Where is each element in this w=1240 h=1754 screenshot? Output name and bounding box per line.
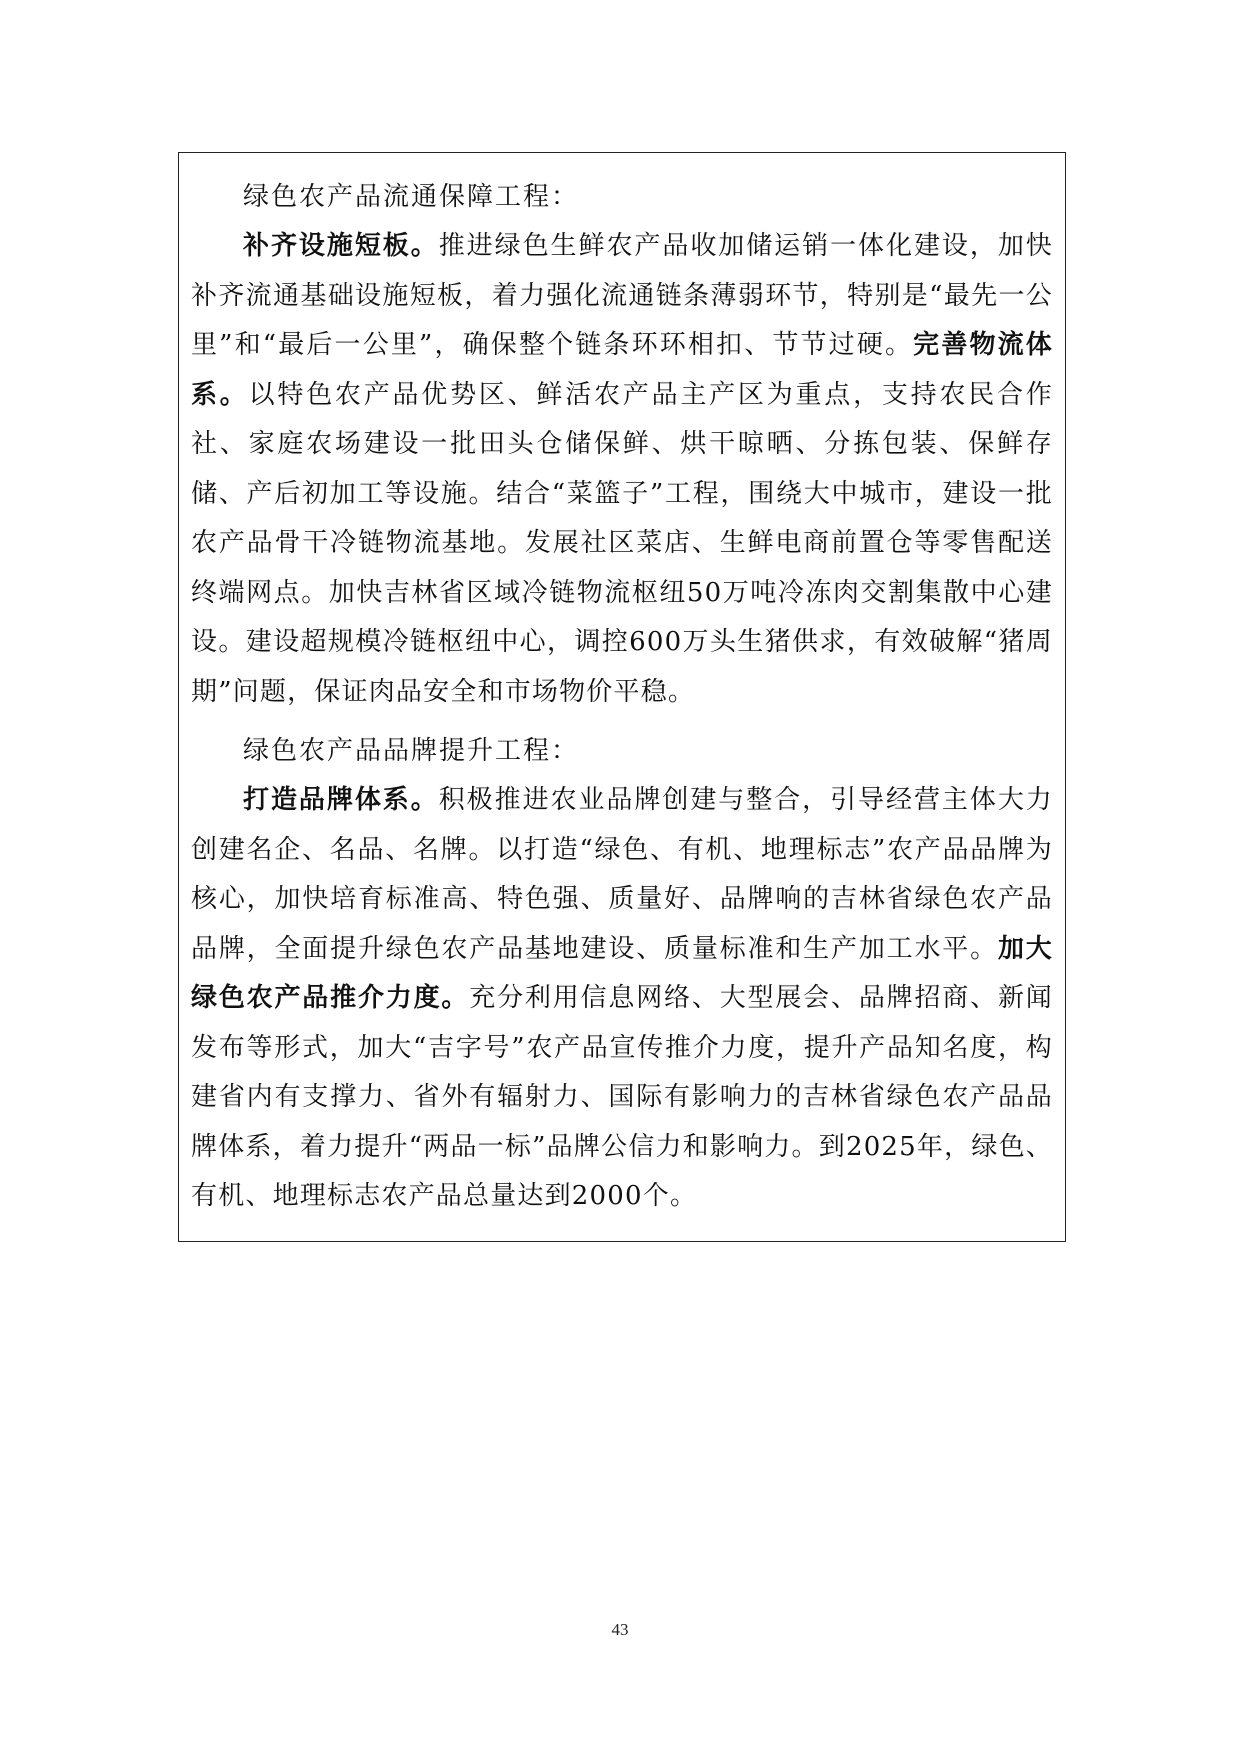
- body-text-promotion: 充分利用信息网络、大型展会、品牌招商、新闻发布等形式，加大“吉字号”农产品宣传推介力度，提升产品知名度，构建省内有支撑力、省外有辐射力、国际有影响力的吉林省绿色农产品品牌体系，着力提升“两品一标”品牌公信力和影响力。到2025年，绿色、有机、地理标志农产品总量达到2000个。: [191, 983, 1053, 1211]
- page-number: 43: [611, 1620, 629, 1639]
- framed-text-box: [178, 152, 1066, 1242]
- section-paragraph-brand: [191, 776, 1053, 1222]
- subhead-brand-system: 打造品牌体系。: [243, 785, 439, 815]
- body-text-brand-system: 积极推进农业品牌创建与整合，引导经营主体大力创建名企、名品、名牌。以打造“绿色、有机、地理标志”农产品品牌为核心，加快培育标准高、特色强、质量好、品牌响的吉林省绿色农产品品牌，全面提升绿色农产品基地建设、质量标准和生产加工水平。: [191, 785, 1053, 964]
- subhead-facilities: 补齐设施短板。: [243, 231, 439, 261]
- body-text-logistics: 以特色农产品优势区、鲜活农产品主产区为重点，支持农民合作社、家庭农场建设一批田头仓储保鲜、烘干晾晒、分拣包装、保鲜存储、产后初加工等设施。结合“菜篮子”工程，围绕大中城市，建设一批农产品骨干冷链物流基地。发展社区菜店、生鲜电商前置仓等零售配送终端网点。加快吉林省区域冷链物流枢纽50万吨冷冻肉交割集散中心建设。建设超规模冷链枢纽中心，调控600万头生猪供求，有效破解“猪周期”问题，保证肉品安全和市场物价平稳。: [191, 379, 1053, 707]
- section-brand: [191, 727, 1053, 1222]
- section-circulation: [191, 173, 1053, 717]
- section-paragraph-circulation: [191, 222, 1053, 717]
- section-heading-brand: 绿色农产品品牌提升工程：: [243, 736, 580, 766]
- section-heading-circulation: 绿色农产品流通保障工程：: [243, 182, 580, 212]
- body-text-facilities: 推进绿色生鲜农产品收加储运销一体化建设，加快补齐流通基础设施短板，着力强化流通链条薄弱环节，特别是“最先一公里”和“最后一公里”，确保整个链条环环相扣、节节过硬。: [191, 231, 1053, 360]
- subhead-logistics: 完善物流体系。: [191, 330, 1053, 410]
- subhead-promotion: 加大绿色农产品推介力度。: [191, 933, 1053, 1013]
